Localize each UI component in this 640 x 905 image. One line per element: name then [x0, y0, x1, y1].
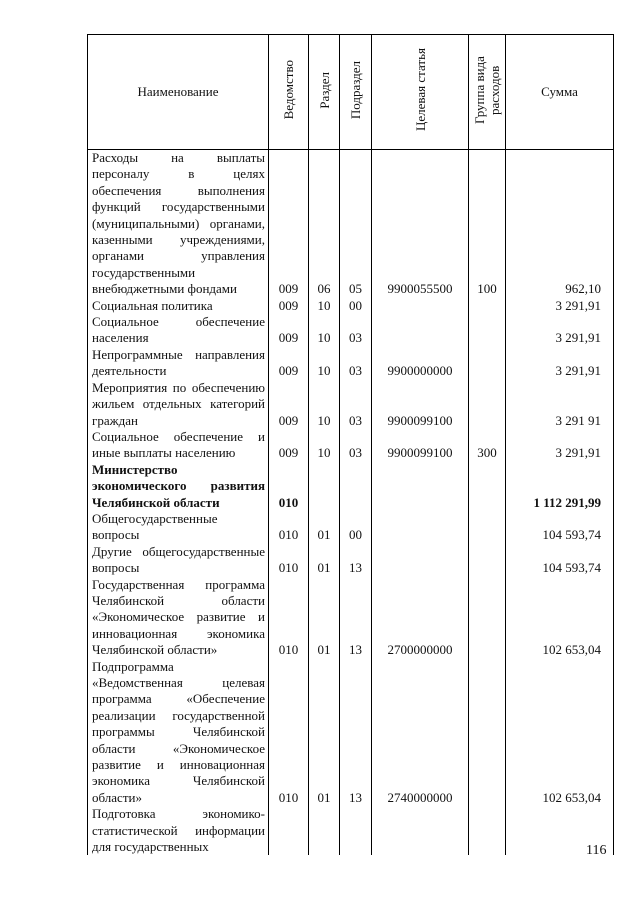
cell-cel: 9900099100	[372, 380, 469, 429]
cell-grp	[469, 659, 506, 807]
header-celevaya-label: Целевая статья	[412, 48, 428, 132]
cell-razd: 01	[309, 659, 340, 807]
cell-name: Расходы на выплаты персоналу в целях обеспечения выполнения функций государственными (муниципальными) органами, казенными учреждениями, органами управления государственными внебюджетными фондами	[88, 150, 269, 298]
table-row	[88, 806, 614, 855]
table-row	[88, 462, 614, 511]
cell-sum: 3 291,91	[506, 314, 614, 347]
header-vedomstvo-label: Ведомство	[281, 60, 296, 120]
cell-cel	[372, 298, 469, 314]
cell-razd	[309, 462, 340, 511]
cell-pod: 03	[340, 314, 372, 347]
cell-razd: 10	[309, 347, 340, 380]
cell-grp	[469, 577, 506, 659]
cell-name: Социальное обеспечение и иные выплаты населению	[88, 429, 269, 462]
cell-ved: 009	[269, 314, 309, 347]
cell-grp: 100	[469, 150, 506, 298]
cell-ved: 009	[269, 347, 309, 380]
cell-cel	[372, 314, 469, 347]
table-row	[88, 380, 614, 429]
cell-grp	[469, 298, 506, 314]
cell-grp	[469, 544, 506, 577]
header-razdel	[309, 35, 340, 150]
header-summa: Сумма	[506, 35, 614, 150]
cell-sum: 3 291,91	[506, 347, 614, 380]
table-row	[88, 511, 614, 544]
table-row	[88, 314, 614, 347]
cell-pod: 03	[340, 347, 372, 380]
cell-name: Социальная политика	[88, 298, 269, 314]
table-row	[88, 150, 614, 298]
table-row	[88, 429, 614, 462]
cell-pod: 03	[340, 429, 372, 462]
cell-name: Государственная программа Челябинской области «Экономическое развитие и инновационная экономика Челябинской области»	[88, 577, 269, 659]
cell-pod	[340, 462, 372, 511]
cell-pod: 13	[340, 659, 372, 807]
cell-cel	[372, 806, 469, 855]
cell-pod: 13	[340, 544, 372, 577]
cell-grp	[469, 380, 506, 429]
cell-cel	[372, 544, 469, 577]
table-row	[88, 659, 614, 807]
cell-grp: 300	[469, 429, 506, 462]
cell-sum: 962,10	[506, 150, 614, 298]
cell-name: Социальное обеспечение населения	[88, 314, 269, 347]
header-razdel-label: Раздел	[316, 71, 332, 109]
cell-pod: 00	[340, 511, 372, 544]
cell-name: Министерство экономического развития Челябинской области	[88, 462, 269, 511]
cell-cel: 9900055500	[372, 150, 469, 298]
cell-name: Мероприятия по обеспечению жильем отдельных категорий граждан	[88, 380, 269, 429]
table-body	[88, 150, 614, 856]
cell-razd: 01	[309, 577, 340, 659]
cell-razd: 10	[309, 314, 340, 347]
header-podrazdel	[340, 35, 372, 150]
cell-sum: 3 291,91	[506, 429, 614, 462]
cell-name: Подпрограмма «Ведомственная целевая программа «Обеспечение реализации государственной программы Челябинской области «Экономическое развитие и инновационная экономика Челябинской области»	[88, 659, 269, 807]
cell-cel: 2740000000	[372, 659, 469, 807]
table-header	[88, 35, 614, 150]
cell-sum: 104 593,74	[506, 544, 614, 577]
header-podrazdel-label: Подраздел	[348, 60, 363, 120]
cell-ved: 009	[269, 429, 309, 462]
cell-ved: 009	[269, 150, 309, 298]
header-vedomstvo	[269, 35, 309, 150]
cell-name: Общегосударственные вопросы	[88, 511, 269, 544]
page-number: 116	[586, 843, 607, 858]
budget-table	[87, 34, 614, 855]
cell-ved: 010	[269, 659, 309, 807]
cell-cel: 9900099100	[372, 429, 469, 462]
cell-cel: 9900000000	[372, 347, 469, 380]
cell-ved: 009	[269, 298, 309, 314]
header-celevaya	[372, 35, 469, 150]
cell-razd: 01	[309, 511, 340, 544]
cell-name: Подготовка экономико-статистической информации для государственных	[88, 806, 269, 855]
table-row	[88, 298, 614, 314]
cell-ved: 010	[269, 462, 309, 511]
cell-razd	[309, 806, 340, 855]
header-name: Наименование	[88, 35, 269, 150]
cell-sum: 3 291,91	[506, 298, 614, 314]
cell-grp	[469, 511, 506, 544]
cell-cel	[372, 511, 469, 544]
cell-pod: 13	[340, 577, 372, 659]
cell-razd: 10	[309, 429, 340, 462]
cell-sum: 102 653,04	[506, 577, 614, 659]
cell-pod: 05	[340, 150, 372, 298]
cell-name: Непрограммные направления деятельности	[88, 347, 269, 380]
cell-ved: 010	[269, 544, 309, 577]
cell-grp	[469, 806, 506, 855]
cell-razd: 10	[309, 298, 340, 314]
header-gruppa-label: Группа вида расходов	[472, 56, 502, 124]
cell-sum: 104 593,74	[506, 511, 614, 544]
cell-sum: 1 112 291,99	[506, 462, 614, 511]
cell-razd: 01	[309, 544, 340, 577]
table-row	[88, 347, 614, 380]
cell-sum: 3 291 91	[506, 380, 614, 429]
cell-ved	[269, 806, 309, 855]
cell-cel: 2700000000	[372, 577, 469, 659]
header-gruppa	[469, 35, 506, 150]
cell-pod: 03	[340, 380, 372, 429]
cell-ved: 010	[269, 511, 309, 544]
cell-grp	[469, 314, 506, 347]
cell-cel	[372, 462, 469, 511]
cell-razd: 10	[309, 380, 340, 429]
table-row	[88, 577, 614, 659]
cell-ved: 010	[269, 577, 309, 659]
cell-name: Другие общегосударственные вопросы	[88, 544, 269, 577]
cell-pod: 00	[340, 298, 372, 314]
cell-grp	[469, 462, 506, 511]
cell-pod	[340, 806, 372, 855]
cell-razd: 06	[309, 150, 340, 298]
cell-grp	[469, 347, 506, 380]
cell-sum: 102 653,04	[506, 659, 614, 807]
table-row	[88, 544, 614, 577]
cell-ved: 009	[269, 380, 309, 429]
